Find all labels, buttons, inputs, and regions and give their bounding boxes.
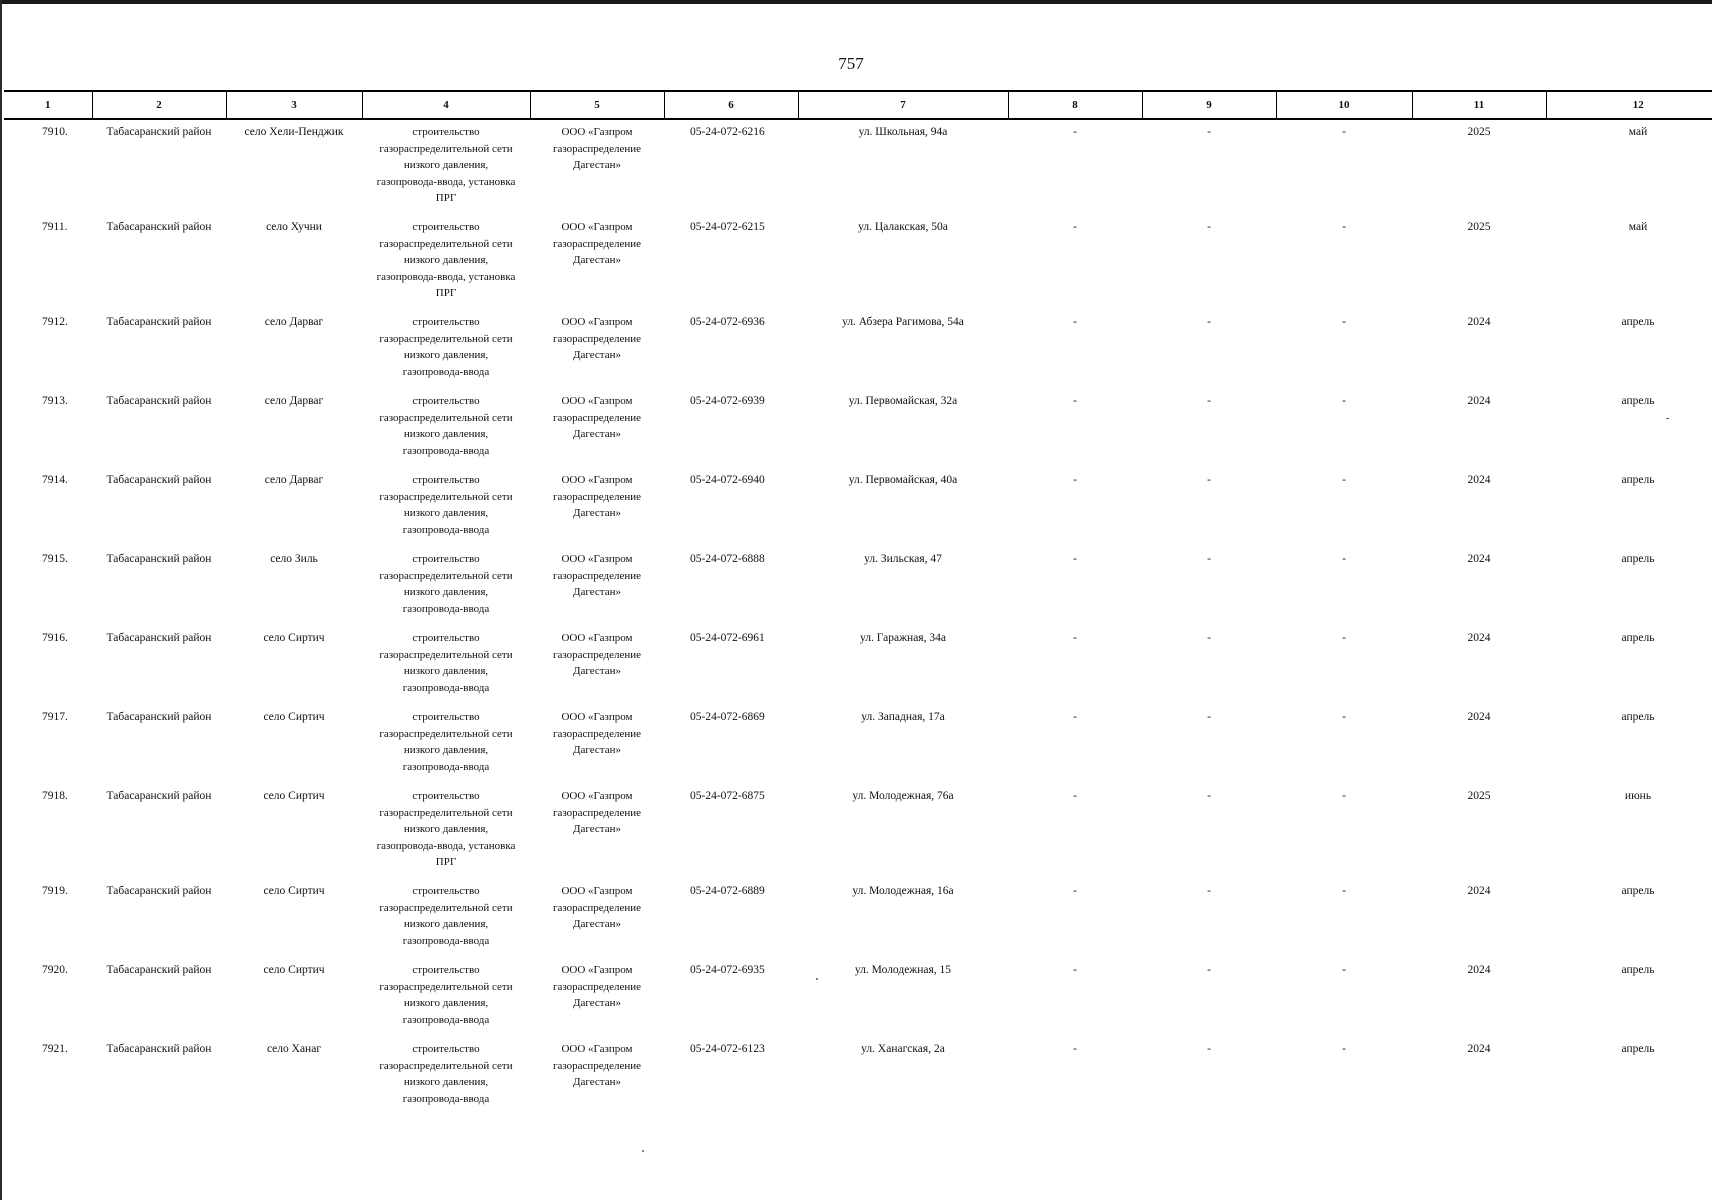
work-description-cell-line: строительство xyxy=(412,553,480,565)
district-cell: Табасаранский район xyxy=(106,395,212,407)
organization-cell xyxy=(530,626,664,705)
month-cell: апрель xyxy=(1621,1043,1655,1055)
address-cell: ул. Гаражная, 34а xyxy=(860,632,946,644)
object-code-cell: 05-24-072-6940 xyxy=(690,474,765,486)
row-number: 7917. xyxy=(42,711,68,723)
row-number: 7914. xyxy=(42,474,68,486)
column-header-3: 3 xyxy=(226,91,362,119)
organization-cell-line: ООО «Газпром xyxy=(561,553,633,565)
column-8-cell: - xyxy=(1073,790,1077,802)
year-cell: 2024 xyxy=(1467,885,1491,897)
column-10-cell: - xyxy=(1342,221,1346,233)
organization-cell-line: ООО «Газпром xyxy=(561,474,633,486)
address-cell: ул. Молодежная, 15 xyxy=(854,964,952,976)
year-cell: 2024 xyxy=(1467,474,1491,486)
organization-cell-line: газораспределение xyxy=(552,727,642,740)
column-10-cell: - xyxy=(1342,1043,1346,1055)
settlement-cell: село Зиль xyxy=(270,553,318,565)
table-row xyxy=(4,119,1712,215)
work-description-cell-line: низкого давления, xyxy=(403,918,489,930)
district-cell: Табасаранский район xyxy=(106,553,212,565)
scan-speck xyxy=(642,1150,644,1152)
organization-cell-line: газораспределение xyxy=(552,569,642,582)
settlement-cell: село Сиртич xyxy=(263,790,325,802)
organization-cell-line: Дагестан» xyxy=(572,1076,621,1088)
organization-cell xyxy=(530,310,664,389)
month-cell: апрель xyxy=(1621,632,1655,644)
month-cell: май xyxy=(1628,126,1648,138)
work-description-cell-line: ПРГ xyxy=(435,192,457,204)
district-cell: Табасаранский район xyxy=(106,474,212,486)
organization-cell xyxy=(530,784,664,879)
work-description-cell xyxy=(362,1037,530,1116)
organization-cell-line: газораспределение xyxy=(552,237,642,250)
column-9-cell: - xyxy=(1207,885,1211,897)
organization-cell-line: газораспределение xyxy=(552,332,642,345)
work-description-cell-line: низкого давления, xyxy=(403,159,489,171)
work-description-cell-line: газопровода-ввода xyxy=(402,523,490,536)
work-description-cell-line: низкого давления, xyxy=(403,823,489,835)
organization-cell-line: Дагестан» xyxy=(572,997,621,1009)
object-code-cell: 05-24-072-6935 xyxy=(690,964,765,976)
column-header-12: 12 xyxy=(1546,91,1712,119)
table-row xyxy=(4,626,1712,705)
table-row xyxy=(4,958,1712,1037)
work-description-cell-line: газопровода-ввода, установка xyxy=(376,839,516,852)
district-cell: Табасаранский район xyxy=(106,964,212,976)
table-row xyxy=(4,389,1712,468)
column-10-cell: - xyxy=(1342,964,1346,976)
work-description-cell-line: газораспределительной сети xyxy=(379,901,513,914)
row-number: 7910. xyxy=(42,126,68,138)
organization-cell-line: ООО «Газпром xyxy=(561,395,633,407)
address-cell: ул. Цалакская, 50а xyxy=(858,221,948,233)
row-number: 7913. xyxy=(42,395,68,407)
organization-cell-line: ООО «Газпром xyxy=(561,221,633,233)
work-description-cell-line: газопровода-ввода xyxy=(402,760,490,773)
work-description-cell-line: газораспределительной сети xyxy=(379,727,513,740)
district-cell: Табасаранский район xyxy=(106,885,212,897)
month-cell: май xyxy=(1628,221,1648,233)
settlement-cell: село Хели-Пенджик xyxy=(244,126,344,138)
work-description-cell-line: газораспределительной сети xyxy=(379,1059,513,1072)
column-8-cell: - xyxy=(1073,1043,1077,1055)
work-description-cell-line: низкого давления, xyxy=(403,586,489,598)
column-9-cell: - xyxy=(1207,553,1211,565)
work-description-cell-line: строительство xyxy=(412,316,480,328)
work-description-cell xyxy=(362,784,530,879)
row-number: 7919. xyxy=(42,885,68,897)
organization-cell xyxy=(530,389,664,468)
work-description-cell-line: газораспределительной сети xyxy=(379,332,513,345)
work-description-cell-line: низкого давления, xyxy=(403,744,489,756)
row-number: 7921. xyxy=(42,1043,68,1055)
organization-cell xyxy=(530,215,664,310)
organization-cell-line: ООО «Газпром xyxy=(561,632,633,644)
month-cell: апрель xyxy=(1621,885,1655,897)
object-code-cell: 05-24-072-6123 xyxy=(690,1043,765,1055)
row-number: 7920. xyxy=(42,964,68,976)
work-description-cell xyxy=(362,705,530,784)
work-description-cell-line: строительство xyxy=(412,632,480,644)
settlement-cell: село Сиртич xyxy=(263,632,325,644)
organization-cell-line: газораспределение xyxy=(552,648,642,661)
organization-cell-line: Дагестан» xyxy=(572,428,621,440)
address-cell: ул. Молодежная, 16а xyxy=(852,885,954,897)
gasification-register-table xyxy=(4,90,1712,1116)
work-description-cell xyxy=(362,547,530,626)
month-cell: апрель xyxy=(1621,474,1655,486)
work-description-cell-line: газопровода-ввода, установка xyxy=(376,270,516,283)
address-cell: ул. Западная, 17а xyxy=(861,711,945,723)
work-description-cell xyxy=(362,879,530,958)
work-description-cell-line: строительство xyxy=(412,126,480,138)
year-cell: 2024 xyxy=(1467,964,1491,976)
column-8-cell: - xyxy=(1073,316,1077,328)
settlement-cell: село Сиртич xyxy=(263,964,325,976)
work-description-cell-line: строительство xyxy=(412,964,480,976)
table-row xyxy=(4,547,1712,626)
column-8-cell: - xyxy=(1073,885,1077,897)
organization-cell-line: Дагестан» xyxy=(572,823,621,835)
column-8-cell: - xyxy=(1073,711,1077,723)
month-cell: апрель xyxy=(1621,316,1655,328)
work-description-cell-line: газораспределительной сети xyxy=(379,980,513,993)
work-description-cell-line: строительство xyxy=(412,711,480,723)
district-cell: Табасаранский район xyxy=(106,790,212,802)
year-cell: 2024 xyxy=(1467,632,1491,644)
object-code-cell: 05-24-072-6889 xyxy=(690,885,765,897)
organization-cell-line: газораспределение xyxy=(552,901,642,914)
address-cell: ул. Зильская, 47 xyxy=(864,553,942,565)
organization-cell-line: ООО «Газпром xyxy=(561,1043,633,1055)
address-cell: ул. Абзера Рагимова, 54а xyxy=(842,316,964,328)
district-cell: Табасаранский район xyxy=(106,1043,212,1055)
organization-cell-line: Дагестан» xyxy=(572,744,621,756)
table-row xyxy=(4,784,1712,879)
address-cell: ул. Первомайская, 40а xyxy=(848,474,958,486)
work-description-cell-line: строительство xyxy=(412,885,480,897)
address-cell: ул. Школьная, 94а xyxy=(858,126,948,138)
organization-cell-line: ООО «Газпром xyxy=(561,711,633,723)
work-description-cell-line: низкого давления, xyxy=(403,665,489,677)
organization-cell-line: Дагестан» xyxy=(572,586,621,598)
work-description-cell-line: низкого давления, xyxy=(403,254,489,266)
column-10-cell: - xyxy=(1342,126,1346,138)
year-cell: 2024 xyxy=(1467,553,1491,565)
organization-cell-line: Дагестан» xyxy=(572,349,621,361)
work-description-cell xyxy=(362,389,530,468)
scan-edge-left xyxy=(0,0,2,1200)
work-description-cell-line: ПРГ xyxy=(435,287,457,299)
table-row xyxy=(4,310,1712,389)
year-cell: 2024 xyxy=(1467,395,1491,407)
register-sheet xyxy=(4,90,1710,1116)
column-header-6: 6 xyxy=(664,91,798,119)
object-code-cell: 05-24-072-6888 xyxy=(690,553,765,565)
address-cell: ул. Молодежная, 76а xyxy=(852,790,954,802)
object-code-cell: 05-24-072-6215 xyxy=(690,221,765,233)
column-number-header-row xyxy=(4,91,1712,119)
settlement-cell: село Дарваг xyxy=(264,395,324,407)
column-header-2: 2 xyxy=(92,91,226,119)
work-description-cell xyxy=(362,310,530,389)
column-9-cell: - xyxy=(1207,632,1211,644)
page-number: 757 xyxy=(838,54,864,73)
column-9-cell: - xyxy=(1207,126,1211,138)
column-10-cell: - xyxy=(1342,632,1346,644)
column-8-cell: - xyxy=(1073,221,1077,233)
district-cell: Табасаранский район xyxy=(106,711,212,723)
district-cell: Табасаранский район xyxy=(106,632,212,644)
organization-cell xyxy=(530,119,664,215)
work-description-cell-line: строительство xyxy=(412,1043,480,1055)
month-cell: апрель xyxy=(1621,395,1655,407)
table-body xyxy=(4,119,1712,1116)
work-description-cell xyxy=(362,626,530,705)
work-description-cell-line: газопровода-ввода xyxy=(402,365,490,378)
object-code-cell: 05-24-072-6936 xyxy=(690,316,765,328)
organization-cell-line: газораспределение xyxy=(552,411,642,424)
organization-cell-line: Дагестан» xyxy=(572,665,621,677)
work-description-cell-line: строительство xyxy=(412,474,480,486)
work-description-cell-line: газораспределительной сети xyxy=(379,142,513,155)
organization-cell-line: Дагестан» xyxy=(572,507,621,519)
settlement-cell: село Сиртич xyxy=(263,711,325,723)
work-description-cell-line: газораспределительной сети xyxy=(379,648,513,661)
table-row xyxy=(4,879,1712,958)
organization-cell xyxy=(530,547,664,626)
organization-cell-line: газораспределение xyxy=(552,980,642,993)
column-header-11: 11 xyxy=(1412,91,1546,119)
address-cell: ул. Первомайская, 32а xyxy=(848,395,958,407)
column-9-cell: - xyxy=(1207,395,1211,407)
column-8-cell: - xyxy=(1073,632,1077,644)
organization-cell xyxy=(530,879,664,958)
work-description-cell xyxy=(362,119,530,215)
object-code-cell: 05-24-072-6939 xyxy=(690,395,765,407)
organization-cell xyxy=(530,958,664,1037)
organization-cell-line: Дагестан» xyxy=(572,159,621,171)
organization-cell-line: газораспределение xyxy=(552,142,642,155)
table-row xyxy=(4,215,1712,310)
work-description-cell-line: газопровода-ввода xyxy=(402,444,490,457)
column-9-cell: - xyxy=(1207,964,1211,976)
organization-cell-line: ООО «Газпром xyxy=(561,964,633,976)
work-description-cell xyxy=(362,468,530,547)
column-8-cell: - xyxy=(1073,126,1077,138)
year-cell: 2024 xyxy=(1467,316,1491,328)
column-header-10: 10 xyxy=(1276,91,1412,119)
object-code-cell: 05-24-072-6869 xyxy=(690,711,765,723)
organization-cell-line: газораспределение xyxy=(552,490,642,503)
column-8-cell: - xyxy=(1073,964,1077,976)
column-8-cell: - xyxy=(1073,474,1077,486)
work-description-cell xyxy=(362,215,530,310)
work-description-cell-line: газопровода-ввода xyxy=(402,1013,490,1026)
column-header-7: 7 xyxy=(798,91,1008,119)
work-description-cell-line: ПРГ xyxy=(435,856,457,868)
column-9-cell: - xyxy=(1207,474,1211,486)
organization-cell-line: ООО «Газпром xyxy=(561,126,633,138)
organization-cell xyxy=(530,705,664,784)
organization-cell xyxy=(530,468,664,547)
month-cell: июнь xyxy=(1624,790,1652,802)
column-9-cell: - xyxy=(1207,790,1211,802)
work-description-cell-line: газопровода-ввода xyxy=(402,1092,490,1105)
organization-cell-line: ООО «Газпром xyxy=(561,790,633,802)
month-cell: апрель xyxy=(1621,711,1655,723)
year-cell: 2024 xyxy=(1467,1043,1491,1055)
district-cell: Табасаранский район xyxy=(106,221,212,233)
work-description-cell-line: газораспределительной сети xyxy=(379,490,513,503)
work-description-cell-line: газораспределительной сети xyxy=(379,806,513,819)
year-cell: 2025 xyxy=(1467,126,1491,138)
work-description-cell-line: газопровода-ввода xyxy=(402,681,490,694)
organization-cell-line: ООО «Газпром xyxy=(561,316,633,328)
column-header-9: 9 xyxy=(1142,91,1276,119)
row-number: 7918. xyxy=(42,790,68,802)
month-cell: апрель xyxy=(1621,964,1655,976)
column-9-cell: - xyxy=(1207,711,1211,723)
object-code-cell: 05-24-072-6216 xyxy=(690,126,765,138)
column-8-cell: - xyxy=(1073,553,1077,565)
column-10-cell: - xyxy=(1342,885,1346,897)
work-description-cell-line: строительство xyxy=(412,395,480,407)
organization-cell-line: Дагестан» xyxy=(572,918,621,930)
column-10-cell: - xyxy=(1342,316,1346,328)
column-10-cell: - xyxy=(1342,474,1346,486)
settlement-cell: село Дарваг xyxy=(264,316,324,328)
work-description-cell-line: низкого давления, xyxy=(403,1076,489,1088)
column-header-4: 4 xyxy=(362,91,530,119)
table-row xyxy=(4,1037,1712,1116)
district-cell: Табасаранский район xyxy=(106,316,212,328)
column-10-cell: - xyxy=(1342,790,1346,802)
year-cell: 2025 xyxy=(1467,221,1491,233)
district-cell: Табасаранский район xyxy=(106,126,212,138)
organization-cell xyxy=(530,1037,664,1116)
settlement-cell: село Сиртич xyxy=(263,885,325,897)
object-code-cell: 05-24-072-6961 xyxy=(690,632,765,644)
settlement-cell: село Ханаг xyxy=(266,1043,322,1055)
year-cell: 2024 xyxy=(1467,711,1491,723)
column-header-5: 5 xyxy=(530,91,664,119)
table-row xyxy=(4,705,1712,784)
column-9-cell: - xyxy=(1207,221,1211,233)
column-10-cell: - xyxy=(1342,395,1346,407)
work-description-cell-line: газораспределительной сети xyxy=(379,411,513,424)
column-9-cell: - xyxy=(1207,1043,1211,1055)
month-cell: апрель xyxy=(1621,553,1655,565)
work-description-cell xyxy=(362,958,530,1037)
organization-cell-line: газораспределение xyxy=(552,1059,642,1072)
column-header-8: 8 xyxy=(1008,91,1142,119)
organization-cell-line: газораспределение xyxy=(552,806,642,819)
work-description-cell-line: газораспределительной сети xyxy=(379,569,513,582)
work-description-cell-line: низкого давления, xyxy=(403,507,489,519)
work-description-cell-line: низкого давления, xyxy=(403,349,489,361)
settlement-cell: село Хучни xyxy=(266,221,322,233)
column-header-1: 1 xyxy=(4,91,92,119)
work-description-cell-line: низкого давления, xyxy=(403,428,489,440)
column-9-cell: - xyxy=(1207,316,1211,328)
address-cell: ул. Ханагская, 2а xyxy=(861,1043,945,1055)
column-8-cell: - xyxy=(1073,395,1077,407)
work-description-cell-line: строительство xyxy=(412,221,480,233)
column-10-cell: - xyxy=(1342,711,1346,723)
year-cell: 2025 xyxy=(1467,790,1491,802)
organization-cell-line: ООО «Газпром xyxy=(561,885,633,897)
table-row xyxy=(4,468,1712,547)
row-number: 7916. xyxy=(42,632,68,644)
settlement-cell: село Дарваг xyxy=(264,474,324,486)
work-description-cell-line: газопровода-ввода xyxy=(402,602,490,615)
column-10-cell: - xyxy=(1342,553,1346,565)
work-description-cell-line: газораспределительной сети xyxy=(379,237,513,250)
work-description-cell-line: газопровода-ввода xyxy=(402,934,490,947)
work-description-cell-line: низкого давления, xyxy=(403,997,489,1009)
work-description-cell-line: газопровода-ввода, установка xyxy=(376,175,516,188)
organization-cell-line: Дагестан» xyxy=(572,254,621,266)
row-number: 7911. xyxy=(42,221,68,233)
row-number: 7915. xyxy=(42,553,68,565)
work-description-cell-line: строительство xyxy=(412,790,480,802)
row-number: 7912. xyxy=(42,316,68,328)
object-code-cell: 05-24-072-6875 xyxy=(690,790,765,802)
scan-edge-top xyxy=(0,0,1712,4)
